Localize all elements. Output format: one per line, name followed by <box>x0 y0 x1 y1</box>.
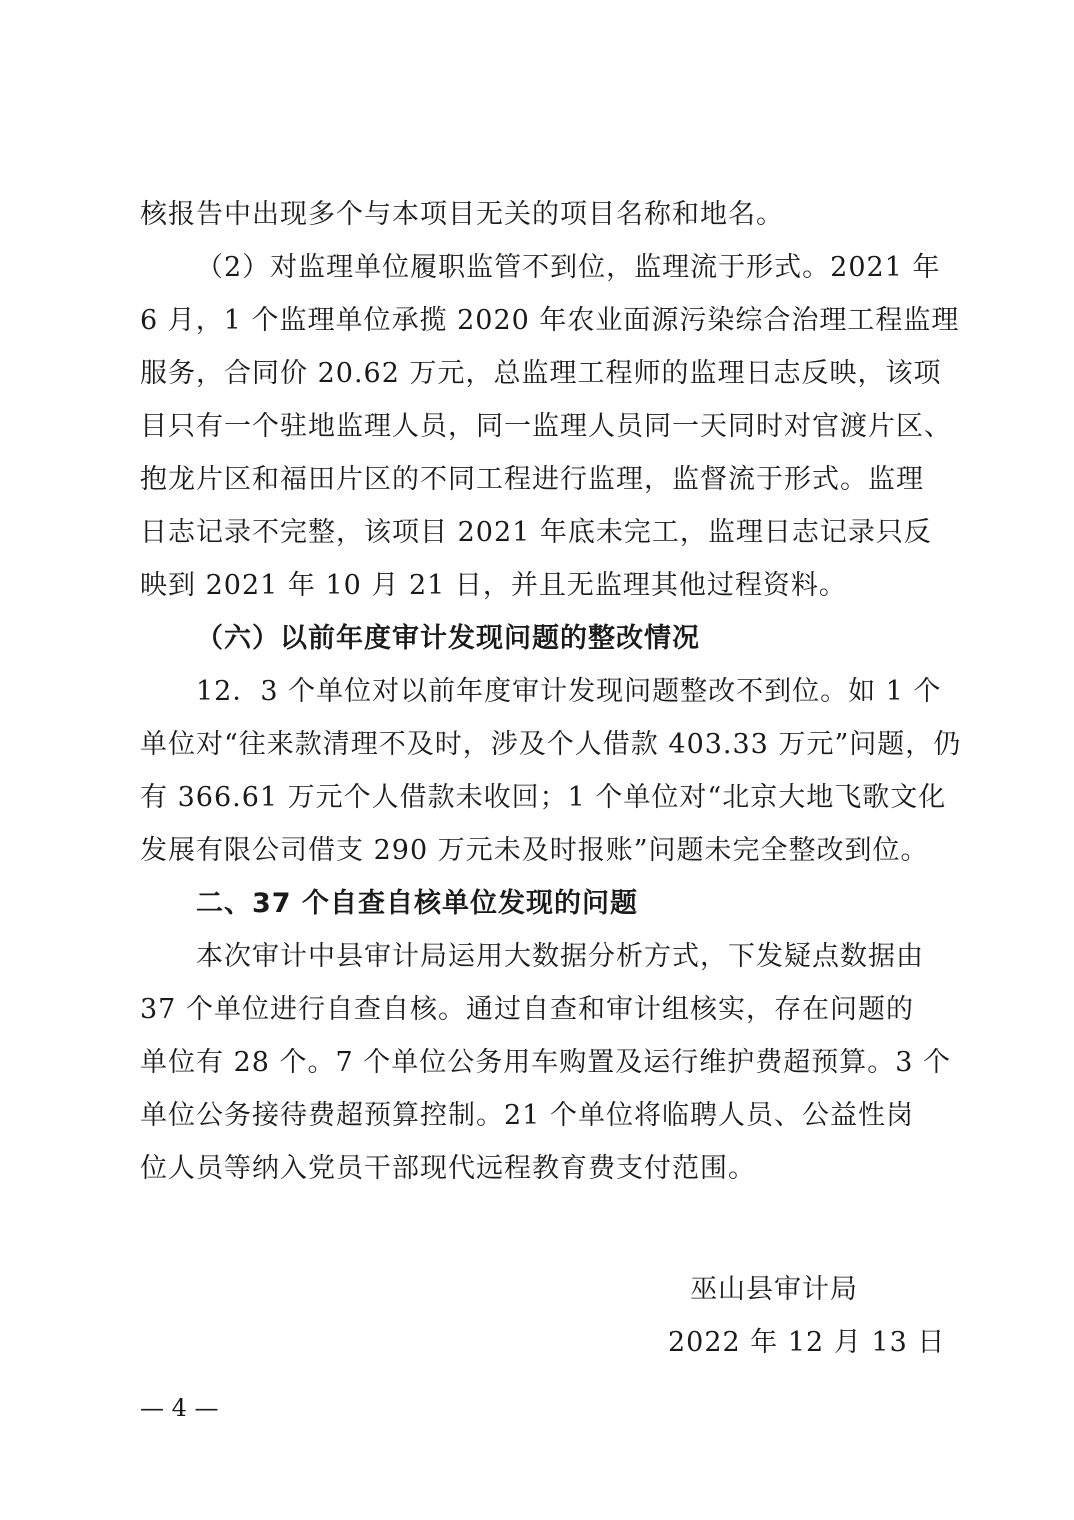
paragraph-line: 位人员等纳入党员干部现代远程教育费支付范围。 <box>140 1153 756 1184</box>
paragraph-line: 有 366.61 万元个人借款未收回；1 个单位对“北京大地飞歌文化 <box>140 782 947 813</box>
paragraph-line: 日志记录不完整，该项目 2021 年底未完工，监理日志记录只反 <box>140 517 932 548</box>
paragraph-line: 12．3 个单位对以前年度审计发现问题整改不到位。如 1 个 <box>196 676 942 707</box>
paragraph-line: 本次审计中县审计局运用大数据分析方式，下发疑点数据由 <box>196 941 924 972</box>
page-number: — 4 — <box>140 1394 219 1422</box>
signature-organization: 巫山县审计局 <box>690 1274 858 1305</box>
paragraph-line: 发展有限公司借支 290 万元未及时报账”问题未完全整改到位。 <box>140 835 929 866</box>
paragraph-line: （2）对监理单位履职监管不到位，监理流于形式。2021 年 <box>196 252 941 283</box>
paragraph-line: 37 个单位进行自查自核。通过自查和审计组核实，存在问题的 <box>140 994 914 1025</box>
paragraph-line: 核报告中出现多个与本项目无关的项目名称和地名。 <box>140 199 784 230</box>
paragraph-line: 目只有一个驻地监理人员，同一监理人员同一天同时对官渡片区、 <box>140 411 952 442</box>
paragraph-line: 抱龙片区和福田片区的不同工程进行监理，监督流于形式。监理 <box>140 464 924 495</box>
section-heading: 二、37 个自查自核单位发现的问题 <box>196 888 638 919</box>
paragraph-line: 6 月，1 个监理单位承揽 2020 年农业面源污染综合治理工程监理 <box>140 305 960 336</box>
paragraph-line: 单位公务接待费超预算控制。21 个单位将临聘人员、公益性岗 <box>140 1100 914 1131</box>
section-subheading: （六）以前年度审计发现问题的整改情况 <box>196 623 700 654</box>
paragraph-line: 映到 2021 年 10 月 21 日，并且无监理其他过程资料。 <box>140 570 847 601</box>
paragraph-line: 单位对“往来款清理不及时，涉及个人借款 403.33 万元”问题，仍 <box>140 729 962 760</box>
paragraph-line: 单位有 28 个。7 个单位公务用车购置及运行维护费超预算。3 个 <box>140 1047 952 1078</box>
signature-date: 2022 年 12 月 13 日 <box>668 1327 946 1358</box>
paragraph-line: 服务，合同价 20.62 万元，总监理工程师的监理日志反映，该项 <box>140 358 942 389</box>
